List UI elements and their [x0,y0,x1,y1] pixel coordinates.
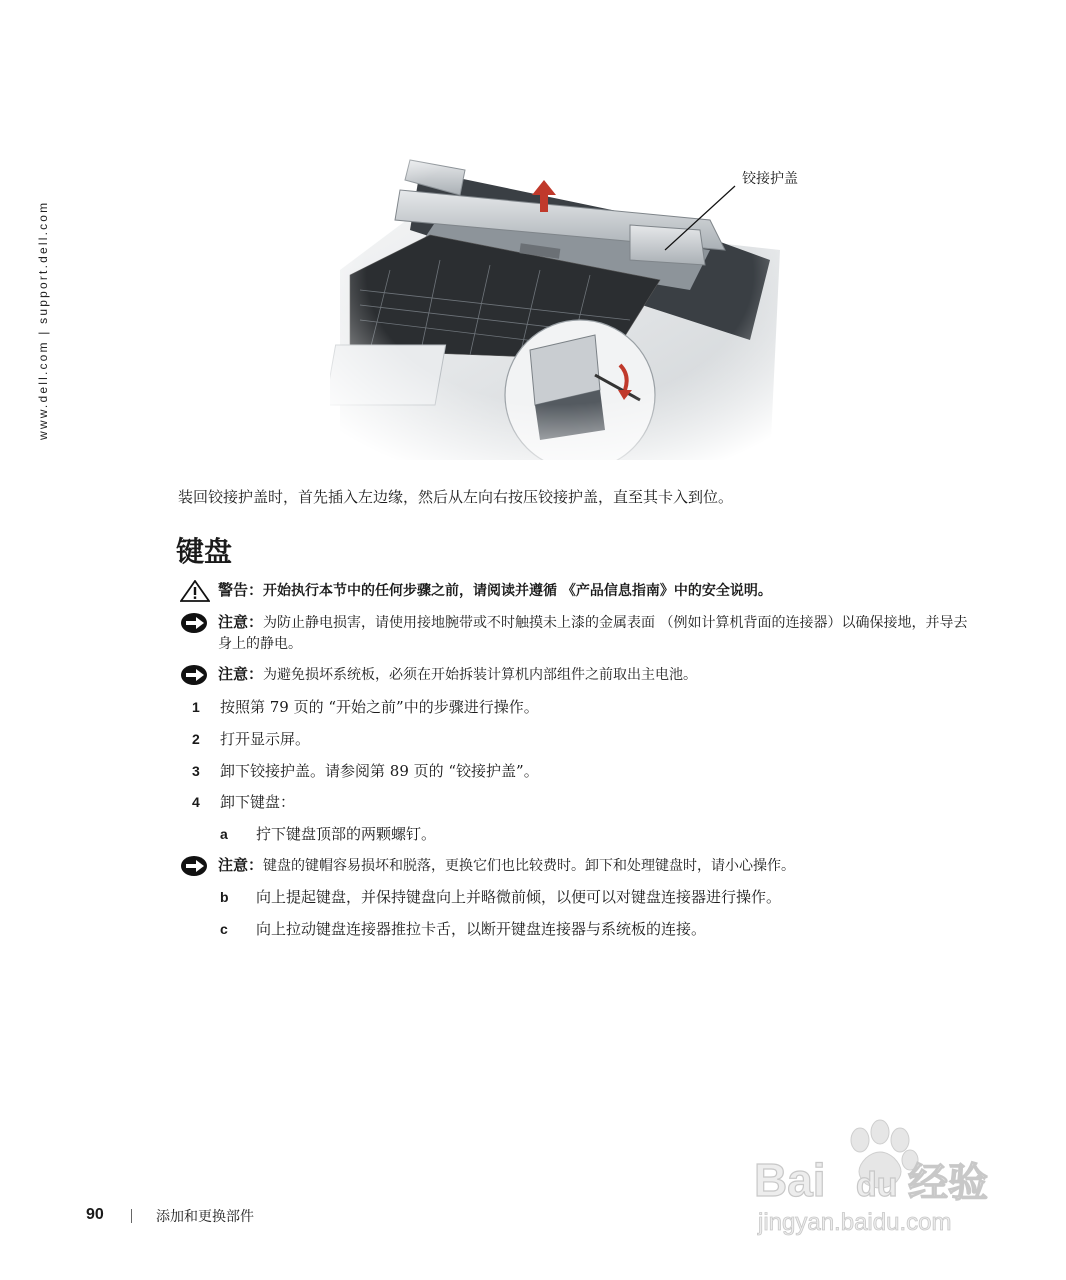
step-number: 4 [192,794,200,810]
baidu-paw-logo-icon [748,1118,1008,1238]
notice-label: 注意： [218,856,264,874]
watermark-url-text: jingyan.baidu.com [758,1209,952,1236]
watermark-brand-text: Bai [754,1154,826,1206]
hinge-cover-illustration [330,150,790,460]
step-text: 卸下键盘： [220,793,296,811]
notice-text: 为避免损坏系统板，必须在开始拆装计算机内部组件之前取出主电池。 [263,667,698,683]
notice-text: 为防止静电损害，请使用接地腕带或不时触摸未上漆的金属表面 （例如计算机背面的连接器）以确保接地，并导去身上的静电。 [218,615,968,652]
warning-label: 警告： [218,581,264,599]
substep-item [220,918,980,940]
substep-text: 拧下键盘顶部的两颗螺钉。 [256,825,437,843]
baidu-jingyan-watermark [748,1118,1008,1238]
step-text: 卸下铰接护盖。请参阅第 89 页的 “铰接护盖”。 [220,762,539,780]
warning-triangle-icon [180,580,210,602]
page-number: 90 [86,1206,104,1223]
notice-arrow-icon [180,612,210,634]
substep-item [220,886,980,908]
notice-label: 注意： [218,613,264,631]
substep-text: 向上提起键盘，并保持键盘向上并略微前倾，以便可以对键盘连接器进行操作。 [256,888,782,906]
notice-keycaps [180,855,970,877]
step-item [192,696,972,718]
warning-text: 开始执行本节中的任何步骤之前，请阅读并遵循 《产品信息指南》中的安全说明。 [263,583,772,599]
step-item [192,791,972,813]
substep-item [220,823,980,845]
notice-label: 注意： [218,665,264,683]
substep-letter: c [220,921,228,937]
step-number: 3 [192,763,200,779]
notice-battery [180,664,970,686]
intro-paragraph: 装回铰接护盖时，首先插入左边缘，然后从左向右按压铰接护盖，直至其卡入到位。 [178,488,734,506]
step-item [192,760,972,782]
watermark-product-text: 经验 [908,1160,988,1206]
notice-arrow-icon [180,855,210,877]
side-url [36,140,52,440]
step-item [192,728,972,750]
warning-notice [180,580,970,602]
substep-letter: a [220,826,228,842]
step-text: 按照第 79 页的 “开始之前”中的步骤进行操作。 [220,698,539,716]
step-text: 打开显示屏。 [220,730,311,748]
watermark-brand2-text: du [856,1166,898,1204]
footer-chapter-title: 添加和更换部件 [156,1209,254,1225]
laptop-hinge-cover-drawing [330,150,790,460]
step-number: 2 [192,731,200,747]
side-url-text: www.dell.com | support.dell.com [36,200,50,440]
notice-text: 键盘的键帽容易损坏和脱落，更换它们也比较费时。卸下和处理键盘时，请小心操作。 [263,858,796,874]
callout-label-hinge-cover: 铰接护盖 [742,171,798,187]
notice-static [180,612,970,655]
substep-text: 向上拉动键盘连接器推拉卡舌，以断开键盘连接器与系统板的连接。 [256,920,707,938]
section-title-keyboard: 键盘 [176,535,233,568]
notice-arrow-icon [180,664,210,686]
footer-divider [131,1209,132,1223]
step-number: 1 [192,699,200,715]
substep-letter: b [220,889,229,905]
